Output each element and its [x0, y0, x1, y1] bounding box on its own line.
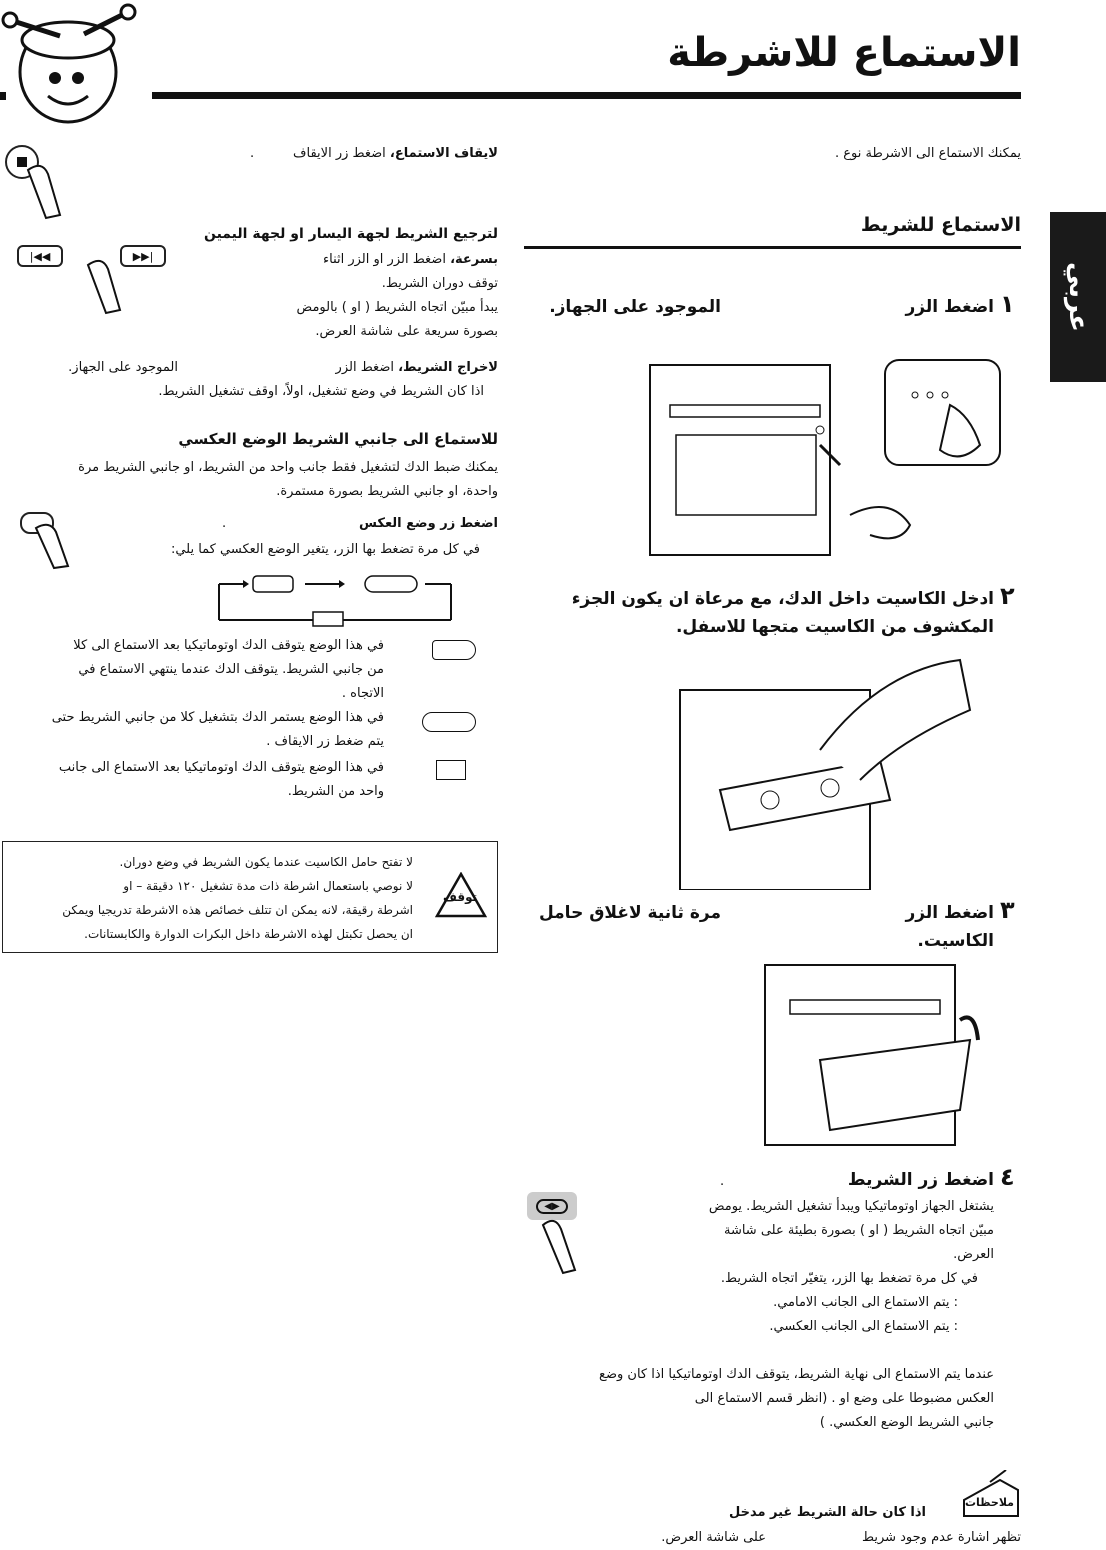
notes-label: ملاحظات [965, 1496, 1014, 1509]
eject-line2: اذا كان الشريط في وضع تشغيل، اولاً، اوقف تشغيل الشريط. [158, 384, 484, 399]
rewind-bold: بسرعة، [450, 252, 498, 267]
caution-line3: اشرطة رقيقة، لانه يمكن ان تتلف خصائص هذه الاشرطة تدريجيا ويمكن [62, 903, 413, 917]
eject-bold: لاخراج الشريط، [398, 360, 498, 375]
mode3-line1: في هذا الوضع يتوقف الدك اوتوماتيكيا بعد الاستماع الى جانب [58, 760, 384, 775]
stop-dot: . [250, 146, 255, 161]
step3-text-a: اضغط الزر [905, 903, 994, 923]
step4-line2: مبيّن اتجاه الشريط ( او ) بصورة بطيئة على شاشة [723, 1223, 994, 1238]
finger-press-stop-icon [20, 160, 70, 220]
step1-text-a: اضغط الزر [905, 297, 994, 317]
step4-heading: اضغط زر الشريط [847, 1170, 994, 1190]
step1-number: ١ [1000, 290, 1015, 318]
header-rule [152, 92, 1021, 99]
step4-line1: يشتغل الجهاز اوتوماتيكيا ويبدأ تشغيل الشريط. يومض [708, 1199, 994, 1214]
mascot-illustration [0, 0, 140, 130]
step2-line1: ادخل الكاسيت داخل الدك، مع مرعاة ان يكون الجزء [571, 589, 994, 609]
press-reverse-line: في كل مرة تضغط بها الزر، يتغير الوضع العكسي كما يلي: [170, 542, 480, 557]
caution-line2: لا نوصي باستعمال اشرطة ذات مدة تشغيل ١٢٠ دقيقة – او [123, 879, 413, 893]
deck-illustration-close [760, 960, 990, 1150]
section-heading-play: الاستماع للشريط [860, 214, 1021, 236]
step3-text-b: مرة ثانية لاغلاق حامل [538, 903, 721, 923]
step4-sub1: في كل مرة تضغط بها الزر، يتغيّر اتجاه الشريط. [720, 1271, 978, 1286]
stop-rest: اضغط زر الايقاف [293, 146, 390, 161]
rewind-line5: بصورة سريعة على شاشة العرض. [315, 324, 498, 339]
language-tab [1050, 212, 1106, 382]
end-note-line3: جانبي الشريط الوضع العكسي. ) [819, 1415, 994, 1430]
step4-number: ٤ [1000, 1163, 1015, 1191]
stop-bold: لايقاف الاستماع، [389, 146, 498, 161]
play-button-icon: ◀▶ [536, 1199, 567, 1214]
mode3-line2: واحد من الشريط. [287, 784, 384, 799]
step2-line2: المكشوف من الكاسيت متجها للاسفل. [675, 617, 994, 637]
notes-heading: اذا كان حالة الشريط غير مدخل [728, 1505, 926, 1520]
mode-continuous-icon [422, 712, 476, 732]
end-note-line2: العكس مضبوطا على وضع او . (انظر قسم الاستماع الى [694, 1391, 994, 1406]
eject-rest: اضغط الزر [335, 360, 399, 375]
mode-single-side-icon [436, 760, 466, 780]
page-title: الاستماع للاشرطة [667, 30, 1021, 76]
step4-sub3: : يتم الاستماع الى الجانب العكسي. [769, 1319, 958, 1334]
mode1-line3: الاتجاه . [341, 686, 384, 701]
rewind-line2-rest: اضغط الزر او الزر اثناء [323, 252, 451, 267]
caution-box [2, 841, 498, 953]
step4-line3: العرض. [953, 1247, 994, 1262]
end-note-line1: عندما يتم الاستماع الى نهاية الشريط، يتوقف الدك اوتوماتيكيا اذا كان وضع [599, 1367, 994, 1382]
mode2-line2: يتم ضغط زر الايقاف . [266, 734, 384, 749]
eject-line1 [298, 356, 498, 380]
finger-press-reverse-icon [30, 520, 80, 570]
language-tab-label: عربي [1063, 261, 1093, 332]
rewind-button[interactable]: |◀◀ [17, 245, 63, 267]
notes-line-b: على شاشة العرض. [661, 1530, 766, 1545]
mode1-line1: في هذا الوضع يتوقف الدك اوتوماتيكيا بعد الاستماع الى كلا [73, 638, 384, 653]
press-reverse-dot: . [222, 516, 227, 531]
finger-press-skip-icon [80, 255, 130, 315]
caution-label: توقف [443, 890, 478, 904]
rewind-line4: يبدأ مبيّن اتجاه الشريط ( او ) بالومض [296, 300, 498, 315]
reverse-heading: للاستماع الى جانبي الشريط الوضع العكسي [178, 430, 498, 448]
section-rule [524, 246, 1021, 249]
step4-sub2: : يتم الاستماع الى الجانب الامامي. [773, 1295, 958, 1310]
reverse-line1: يمكنك ضبط الدك لتشغيل فقط جانب واحد من الشريط، او جانبي الشريط مرة [78, 460, 498, 475]
mode2-line1: في هذا الوضع يستمر الدك بتشغيل كلا من جانبي الشريط حتى [51, 710, 384, 725]
rewind-line2 [188, 248, 498, 272]
rewind-line3: توقف دوران الشريط. [381, 276, 498, 291]
rewind-heading: لترجيع الشريط لجهة اليسار او لجهة اليمين [203, 226, 498, 242]
reverse-line2: واحدة، او جانبي الشريط بصورة مستمرة. [276, 484, 498, 499]
step3-number: ٣ [1000, 896, 1015, 924]
deck-illustration-eject [610, 355, 1010, 565]
deck-illustration-insert [640, 650, 980, 890]
mode-one-way-icon [432, 640, 476, 660]
caution-line4: ان يحصل تكبتل لهذه الاشرطة داخل البكرات الدوارة والكابستانات. [84, 927, 413, 941]
step2-number: ٢ [1000, 582, 1015, 610]
notes-icon [960, 1470, 1022, 1520]
fast-forward-button[interactable]: ▶▶| [120, 245, 166, 267]
press-reverse-heading: اضغط زر وضع العكس [359, 516, 498, 531]
reverse-cycle-diagram [215, 572, 455, 632]
step1-text-b: الموجود على الجهاز. [549, 297, 721, 317]
caution-line1: لا تفتح حامل الكاسيت عندما يكون الشريط في وضع دوران. [119, 855, 413, 869]
finger-press-play-icon [535, 1215, 585, 1275]
header-bullet [0, 92, 6, 100]
intro-text: يمكنك الاستماع الى الاشرطة نوع . [835, 146, 1021, 161]
stop-text [98, 142, 498, 166]
step4-heading-dot: . [720, 1174, 725, 1189]
mode1-line2: من جانبي الشريط. يتوقف الدك عندما ينتهي الاستماع في [78, 662, 384, 677]
eject-tail: الموجود على الجهاز. [68, 360, 178, 375]
step3-line2: الكاسيت. [917, 931, 994, 951]
notes-line-a: تظهر اشارة عدم وجود شريط [861, 1530, 1021, 1545]
